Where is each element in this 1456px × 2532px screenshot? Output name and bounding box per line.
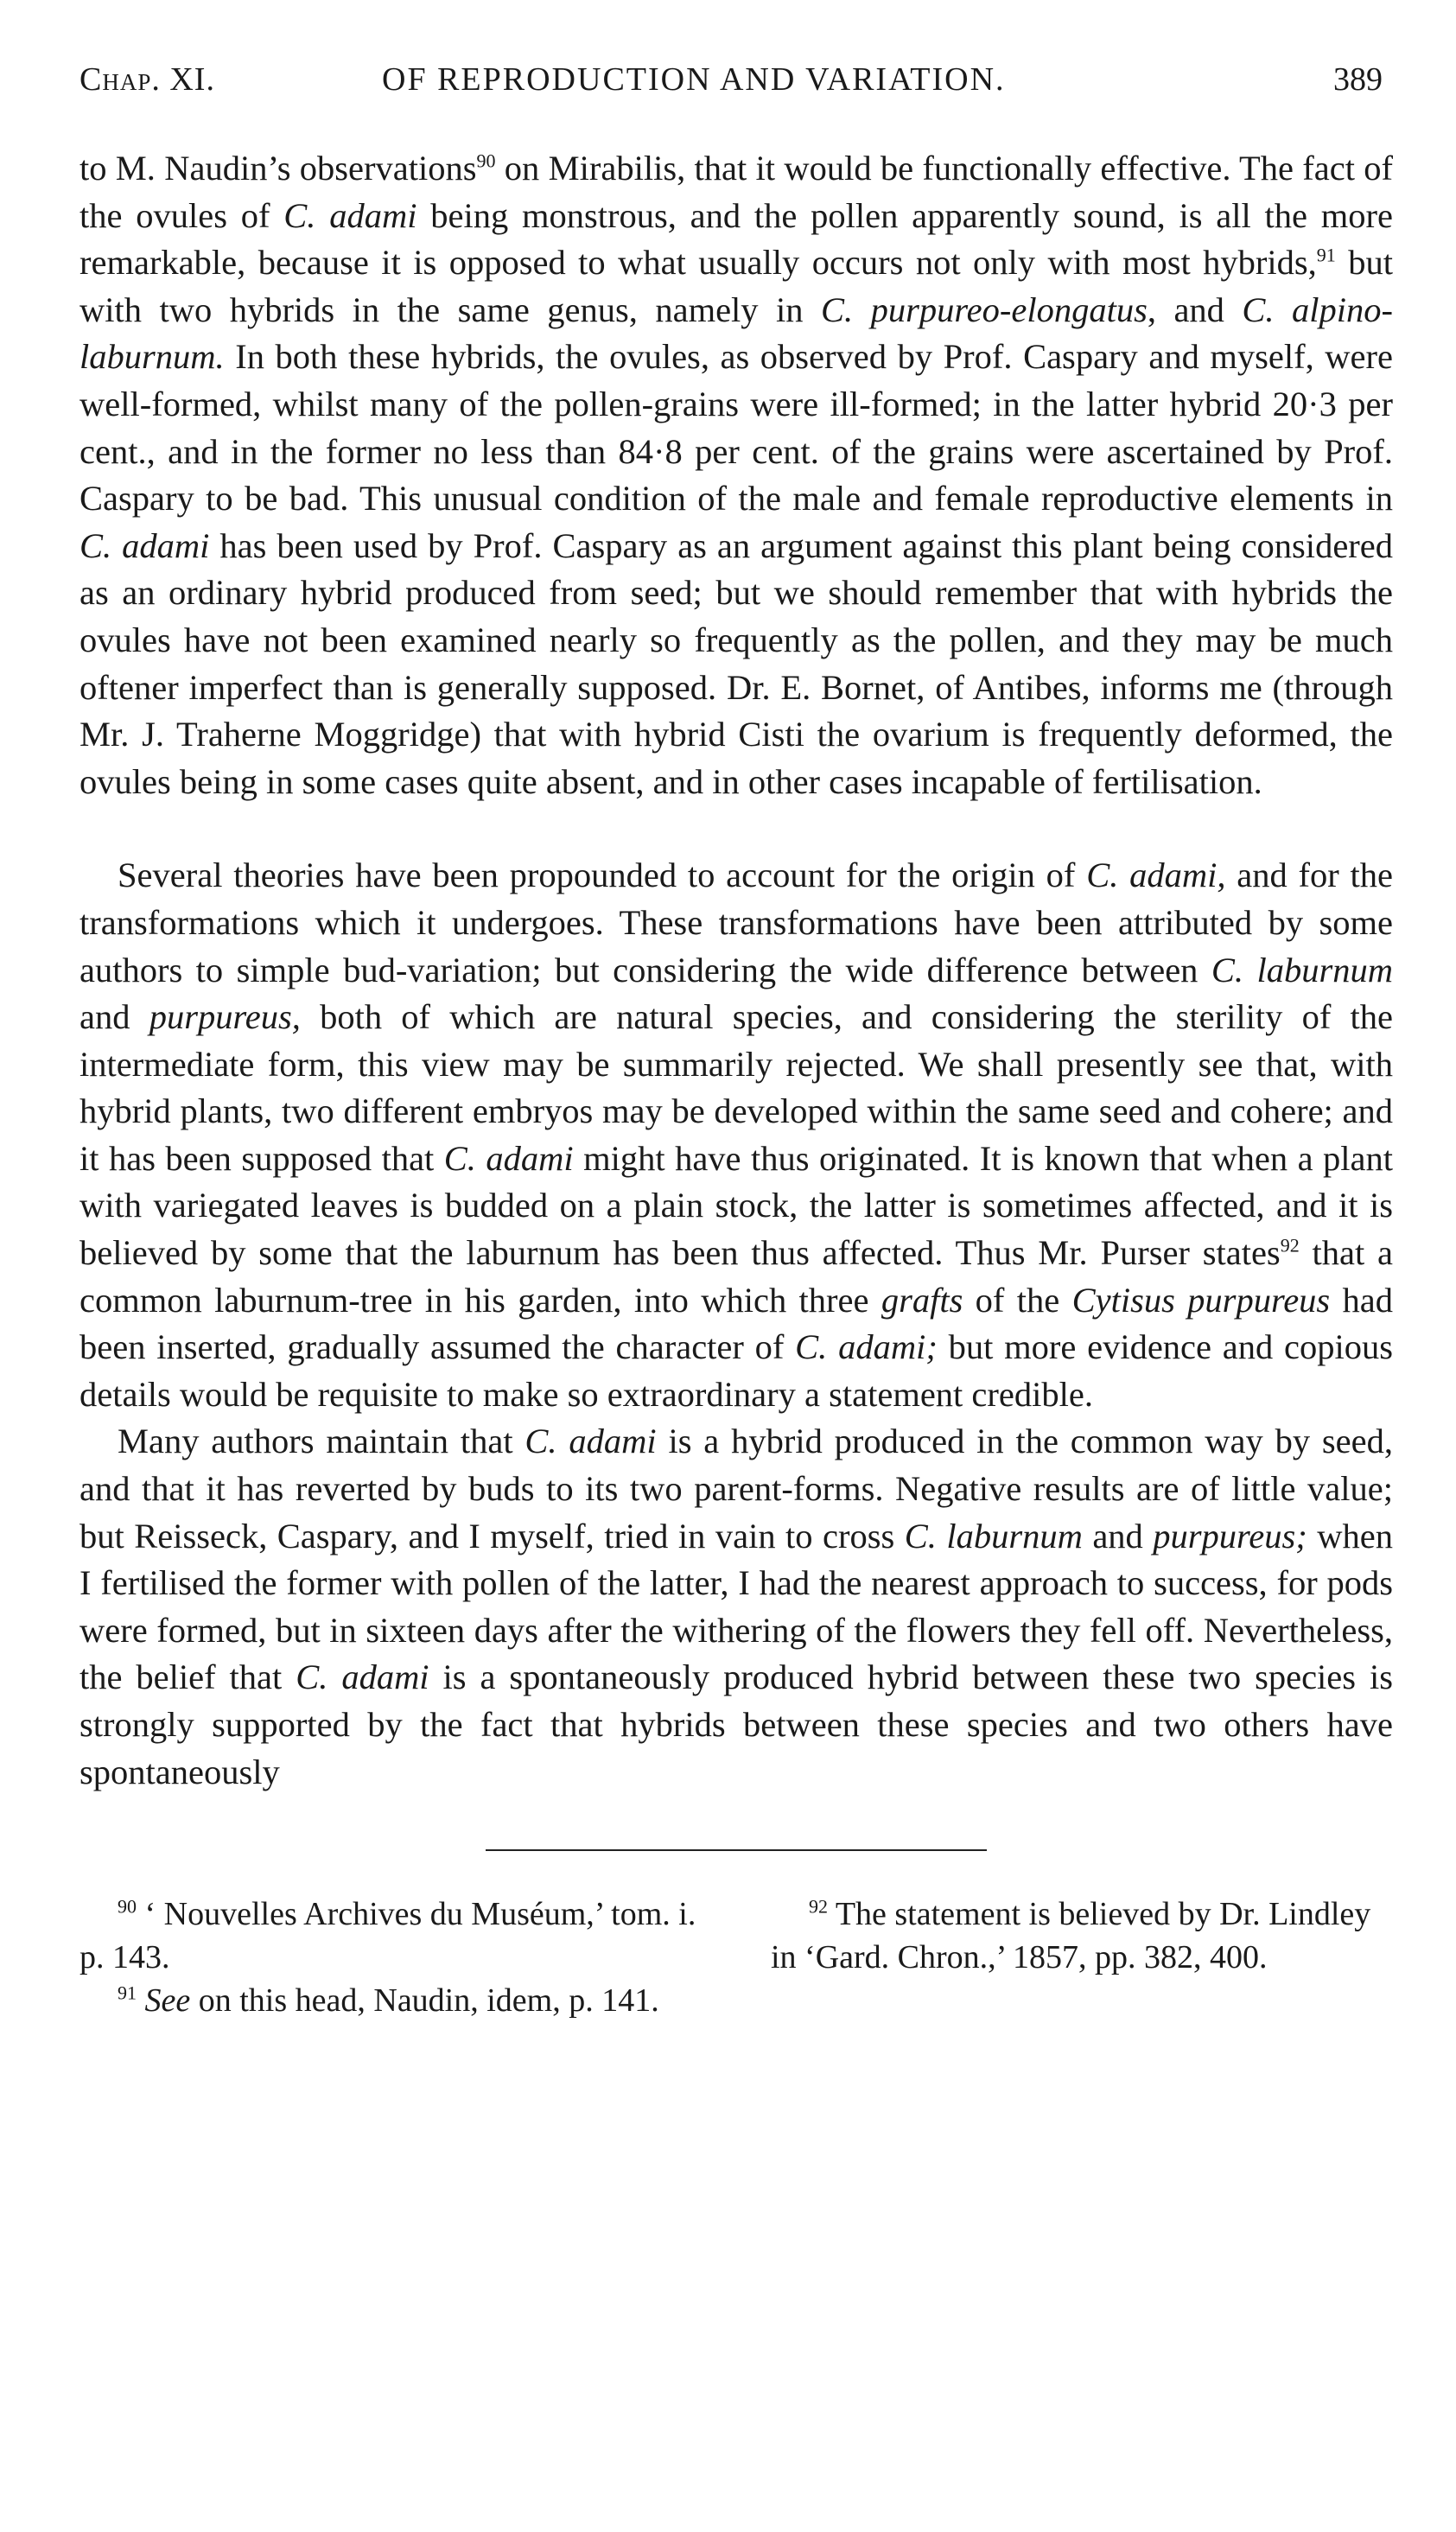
species-name: C. alpino-laburnum. bbox=[79, 289, 1393, 377]
text-run: has been used by Prof. Caspary as an argument against this plant being considered as an ordinary hybrid produced from seed; but we should remember that with hybrids the ovules have not been examined nearly so frequently as the pollen, and they may be much oftener imperfect than is generally supposed. Dr. E. Bornet, of Antibes, informs me (through Mr. J. Traherne Moggridge) that with hybrid Cisti the ovarium is frequently deformed, the ovules being in some cases quite absent, and in other cases incapable of fertilisation. bbox=[79, 525, 1394, 801]
footnote-number: 91 bbox=[118, 1982, 137, 2004]
text-run: to M. Naudin’s observations bbox=[79, 149, 477, 188]
text-run: is a hybrid produced in the common way by seed, and that it has reverted by buds to its two parent-forms. Negative results are of little value; but Reisseck, Caspary, and I myself, tried in vain to cross bbox=[79, 1422, 1393, 1555]
footnotes bbox=[79, 1893, 1393, 2022]
species-name: C. adami, bbox=[1086, 856, 1226, 895]
footnote-ref-90: 90 bbox=[476, 150, 496, 172]
text-run: of the bbox=[963, 1280, 1072, 1320]
footnote-column-left bbox=[79, 1893, 702, 2022]
species-name: C. adami bbox=[525, 1422, 657, 1461]
footnote-92 bbox=[771, 1893, 1393, 1979]
footnote-number: 92 bbox=[809, 1895, 828, 1918]
page-number: 389 bbox=[1333, 61, 1383, 98]
emphasis: grafts bbox=[881, 1280, 963, 1320]
chapter-label: Chap. XI. bbox=[79, 61, 215, 98]
text-run: being monstrous, and the pollen apparently sound, is all the more remarkable, because it is opposed to what usually occurs not only with most hybrids, bbox=[79, 195, 1393, 283]
text-run: Several theories have been propounded to account for the origin of bbox=[118, 856, 1087, 895]
text-run: Many authors maintain that bbox=[118, 1422, 525, 1461]
footnote-ref-92: 92 bbox=[1280, 1234, 1300, 1256]
text-run: and bbox=[79, 997, 149, 1037]
text-run: on Mirabilis, that it would be functionally effective. The fact of the ovules of bbox=[79, 149, 1394, 235]
species-name: purpureus; bbox=[1153, 1516, 1307, 1555]
text-run: but with two hybrids in the same genus, namely in bbox=[79, 243, 1393, 329]
text-run: that a common laburnum-tree in his garden, into which three bbox=[79, 1233, 1393, 1320]
text-run: is a spontaneously produced hybrid between these two species is strongly supported by the fact that hybrids between these species and two others have spontaneously bbox=[79, 1657, 1393, 1791]
running-title: OF REPRODUCTION AND VARIATION. bbox=[382, 61, 1006, 98]
species-name: C. laburnum bbox=[904, 1516, 1083, 1555]
paragraph-3 bbox=[79, 1418, 1393, 1796]
footnote-column-right bbox=[771, 1893, 1393, 2022]
emphasis: See bbox=[137, 1982, 191, 2020]
body-text bbox=[79, 145, 1393, 1796]
species-name: C. adami bbox=[283, 195, 417, 235]
species-name: C. adami bbox=[443, 1138, 574, 1178]
running-header bbox=[79, 52, 1393, 104]
footnote-text: on this head, Naudin, idem, p. 141. bbox=[190, 1982, 659, 2020]
footnote-ref-91: 91 bbox=[1316, 244, 1336, 266]
footnote-91 bbox=[79, 1979, 702, 2022]
species-name: C. adami bbox=[79, 525, 210, 565]
species-name: C. purpureo-elongatus bbox=[821, 289, 1148, 329]
paragraph-1 bbox=[79, 145, 1393, 805]
species-name: Cytisus purpureus bbox=[1071, 1280, 1331, 1320]
text-run: when I fertilised the former with pollen of the latter, I had the nearest approach to success, for pods were formed, but in sixteen days after the withering of the flowers they fell off. Nevertheless, the belief that bbox=[79, 1516, 1393, 1697]
footnote-90 bbox=[79, 1893, 702, 1979]
species-name: C. laburnum bbox=[1211, 950, 1393, 989]
footnote-divider bbox=[486, 1849, 987, 1851]
footnote-number: 90 bbox=[118, 1895, 137, 1918]
text-run: and for the transformations which it undergoes. These transformations have been attributed by some authors to simple bud-variation; but considering the wide difference between bbox=[79, 856, 1393, 989]
book-page bbox=[79, 52, 1393, 2022]
text-run: but more evidence and copious details would be requisite to make so extraordinary a statement credible. bbox=[79, 1327, 1393, 1414]
text-run: , and bbox=[1147, 289, 1243, 329]
species-name: C. adami bbox=[296, 1657, 429, 1697]
footnote-text: ‘ Nouvelles Archives du Muséum,’ tom. i. p. 143. bbox=[79, 1896, 696, 1976]
text-run: both of which are natural species, and considering the sterility of the intermediate form, this view may be summarily rejected. We shall presently see that, with hybrid plants, two different embryos may be developed within the same seed and cohere; and it has been supposed that bbox=[79, 997, 1393, 1178]
text-run: and bbox=[1082, 1516, 1154, 1555]
text-run: had been inserted, gradually assumed the character of bbox=[79, 1280, 1393, 1367]
paragraph-2 bbox=[79, 852, 1393, 1418]
footnote-text: The statement is believed by Dr. Lindley in ‘Gard. Chron.,’ 1857, pp. 382, 400. bbox=[771, 1896, 1371, 1976]
species-name: purpureus, bbox=[149, 997, 301, 1037]
species-name: C. adami; bbox=[795, 1327, 938, 1367]
text-run: In both these hybrids, the ovules, as observed by Prof. Caspary and myself, were well-formed, whilst many of the pollen-grains were ill-formed; in the latter hybrid 20·3 per cent., and in the former no less than 84·8 per cent. of the grains were ascertained by Prof. Caspary to be bad. This unusual condition of the male and female reproductive elements in bbox=[79, 337, 1393, 518]
text-run: might have thus originated. It is known that when a plant with variegated leaves is budded on a plain stock, the latter is sometimes affected, and it is believed by some that the laburnum has been thus affected. Thus Mr. Purser states bbox=[79, 1138, 1394, 1273]
